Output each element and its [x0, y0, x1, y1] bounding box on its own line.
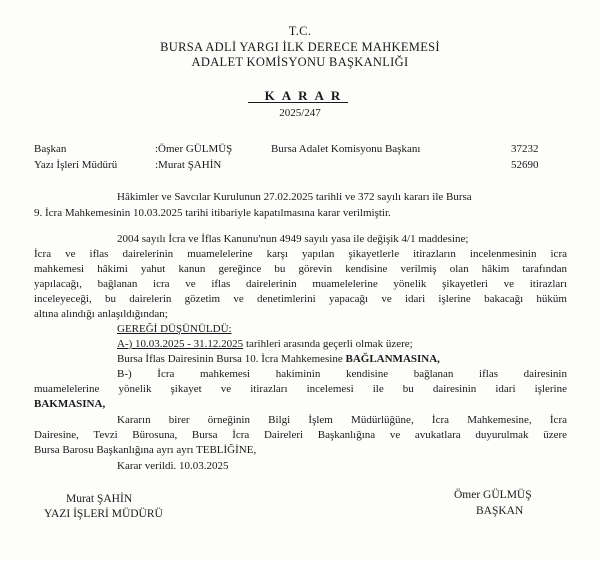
item-b-decision: BAKMASINA,	[34, 398, 106, 410]
member-role: Başkan	[34, 143, 67, 155]
item-a-dates: A-) 10.03.2025 - 31.12.2025	[117, 338, 244, 350]
item-b-line: muamelelerine yönelik şikayet ve itirazları incelemesi ile bu dairesinin idari işlerine	[34, 383, 567, 395]
notification-line: Bursa Barosu Başkanlığına ayrı ayrı TEBLİĞİNE,	[34, 444, 257, 456]
member-title: Bursa Adalet Komisyonu Başkanı	[271, 143, 421, 155]
court-name: BURSA ADLİ YARGI İLK DERECE MAHKEMESİ	[160, 40, 440, 54]
signature-left-title: YAZI İŞLERİ MÜDÜRÜ	[44, 508, 163, 520]
decision-title: KARAR	[264, 88, 348, 103]
member-name: :Murat ŞAHİN	[155, 159, 222, 171]
paragraph-2-line: İcra ve iflas dairelerinin muamelelerine karşı yapılan şikayetlerle itirazların incelenmesinin icra	[34, 248, 567, 260]
paragraph-1-line: Hâkimler ve Savcılar Kurulunun 27.02.2025 tarihli ve 372 sayılı kararı ile Bursa	[117, 191, 472, 203]
member-sicil: 37232	[511, 143, 539, 155]
item-a-line-2	[117, 352, 440, 367]
item-b-line: B-) İcra mahkemesi hakiminin kendisine bağlanan iflas dairesinin	[117, 368, 567, 380]
decision-number: 2025/247	[279, 107, 321, 119]
member-role: Yazı İşleri Müdürü	[34, 159, 118, 171]
notification-line: Dairesine, Tevzi Bürosuna, Bursa İcra Daireleri Başkanlığına ve avukatlara duyurulmak üzere	[34, 429, 567, 441]
item-a-rest: tarihleri arasında geçerli olmak üzere;	[243, 338, 413, 350]
item-a-text: Bursa İflas Dairesinin Bursa 10. İcra Mahkemesine	[117, 353, 346, 365]
commission-name: ADALET KOMİSYONU BAŞKANLIĞI	[191, 55, 409, 69]
member-name: :Ömer GÜLMÜŞ	[155, 143, 233, 155]
signature-right-title: BAŞKAN	[476, 505, 524, 517]
header-tc: T.C.	[288, 24, 312, 38]
paragraph-1-line: 9. İcra Mahkemesinin 10.03.2025 tarihi itibariyle kapatılmasına karar verilmiştir.	[34, 207, 391, 219]
paragraph-2-line: 2004 sayılı İcra ve İflas Kanunu'nun 4949 sayılı yasa ile değişik 4/1 maddesine;	[117, 233, 469, 245]
paragraph-2-line: mahkemesi hâkimi yahut kanun gereğince bu görevin kendisine verilmiş olan hâkim tarafından	[34, 263, 567, 275]
item-a-line	[117, 337, 413, 352]
notification-line: Kararın birer örneğinin Bilgi İşlem Müdürlüğüne, İcra Mahkemesine, İcra	[117, 414, 567, 426]
paragraph-2-line: yapılacağı, bağlanan icra ve iflas dairelerinin muamelelerine yönelik şikayetleri ve itirazları	[34, 278, 567, 290]
ruling-heading: GEREĞİ DÜŞÜNÜLDÜ:	[117, 323, 232, 335]
title-underline	[248, 102, 348, 103]
paragraph-2-line: inceleyeceği, bu dairelerin gözetim ve denetimlerini yapacağı ve idari işlerine bakacağı hüküm	[34, 293, 567, 305]
signature-left-name: Murat ŞAHİN	[66, 493, 133, 505]
item-a-decision: BAĞLANMASINA,	[345, 353, 440, 365]
member-sicil: 52690	[511, 159, 539, 171]
decision-date: Karar verildi. 10.03.2025	[117, 460, 229, 472]
paragraph-2-line: altına alındığı anlaşıldığından;	[34, 308, 168, 320]
signature-right-name: Ömer GÜLMÜŞ	[454, 489, 532, 501]
